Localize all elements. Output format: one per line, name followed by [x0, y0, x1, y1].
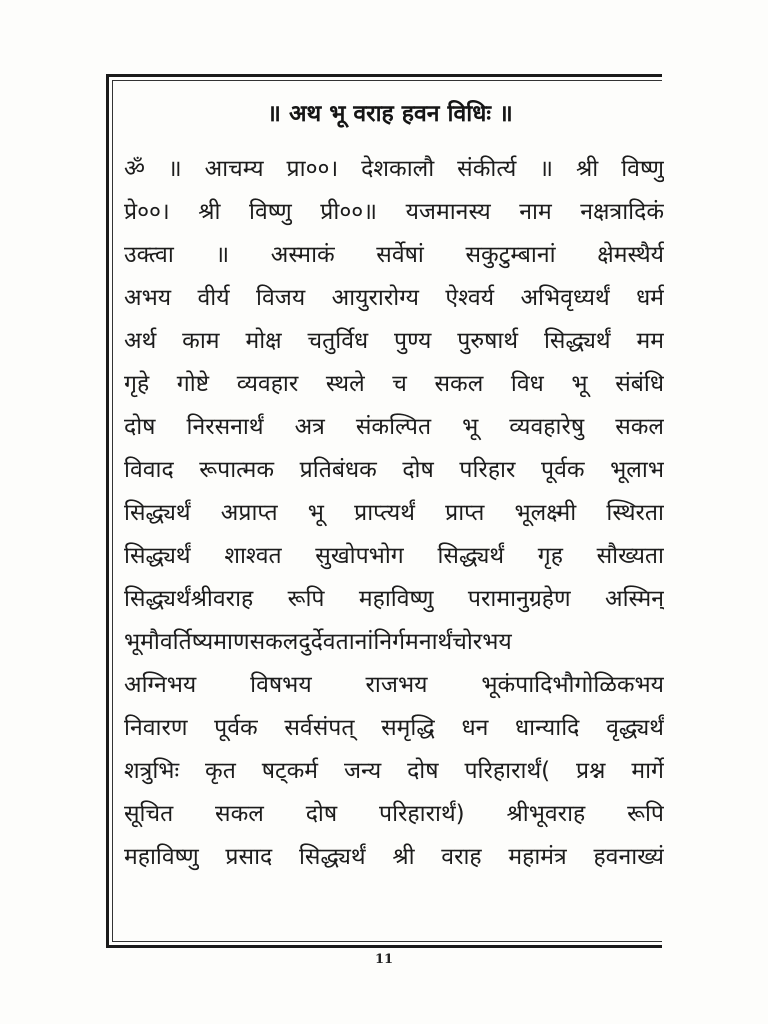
- text-line: महाविष्णु प्रसाद सिद्ध्यर्थं श्री वराह महामंत्र हवनाख्यं: [124, 844, 664, 870]
- text-line: विवाद रूपात्मक प्रतिबंधक दोष परिहार पूर्वक भूलाभ: [124, 457, 664, 483]
- text-line: सिद्ध्यर्थंश्रीवराह रूपि महाविष्णु परामानुग्रहेण अस्मिन्: [124, 586, 664, 612]
- text-line: सिद्ध्यर्थं अप्राप्त भू प्राप्त्यर्थं प्राप्त भूलक्ष्मी स्थिरता: [124, 500, 664, 526]
- section-title: ॥ अथ भू वराह हवन विधिः ॥: [267, 101, 513, 127]
- text-line: निवारण पूर्वक सर्वसंपत् समृद्धि धन धान्यादि वृद्ध्यर्थं: [124, 715, 664, 741]
- text-line: सिद्ध्यर्थं शाश्वत सुखोपभोग सिद्ध्यर्थं गृह सौख्यता: [124, 543, 664, 569]
- body-text: [124, 148, 664, 879]
- text-line: गृहे गोष्टे व्यवहार स्थले च सकल विध भू संबंधि: [124, 371, 664, 397]
- text-line: अभय वीर्य विजय आयुरारोग्य ऐश्वर्य अभिवृध्यर्थं धर्म: [124, 285, 664, 311]
- text-line: दोष निरसनार्थं अत्र संकल्पित भू व्यवहारेषु सकल: [124, 414, 664, 440]
- text-line: उक्त्वा ॥ अस्माकं सर्वेषां सकुटुम्बानां क्षेमस्थैर्य: [124, 242, 664, 268]
- page-number: 11: [374, 952, 394, 967]
- text-line: सूचित सकल दोष परिहारार्थं) श्रीभूवराह रूपि: [124, 801, 664, 827]
- text-line: भूमौवर्तिष्यमाणसकलदुर्देवतानांनिर्गमनार्थंचोरभय: [124, 629, 512, 655]
- text-line: ॐ ॥ आचम्य प्रा००। देशकालौ संकीर्त्य ॥ श्री विष्णु: [124, 156, 664, 182]
- text-line: प्रे००। श्री विष्णु प्री००॥ यजमानस्य नाम नक्षत्रादिकं: [124, 199, 664, 225]
- text-line: अर्थ काम मोक्ष चतुर्विध पुण्य पुरुषार्थ सिद्ध्यर्थं मम: [124, 328, 664, 354]
- text-line: अग्निभय विषभय राजभय भूकंपादिभौगोळिकभय: [124, 672, 664, 698]
- text-line: शत्रुभिः कृत षट्कर्म जन्य दोष परिहारार्थं( प्रश्न मार्गे: [124, 758, 664, 784]
